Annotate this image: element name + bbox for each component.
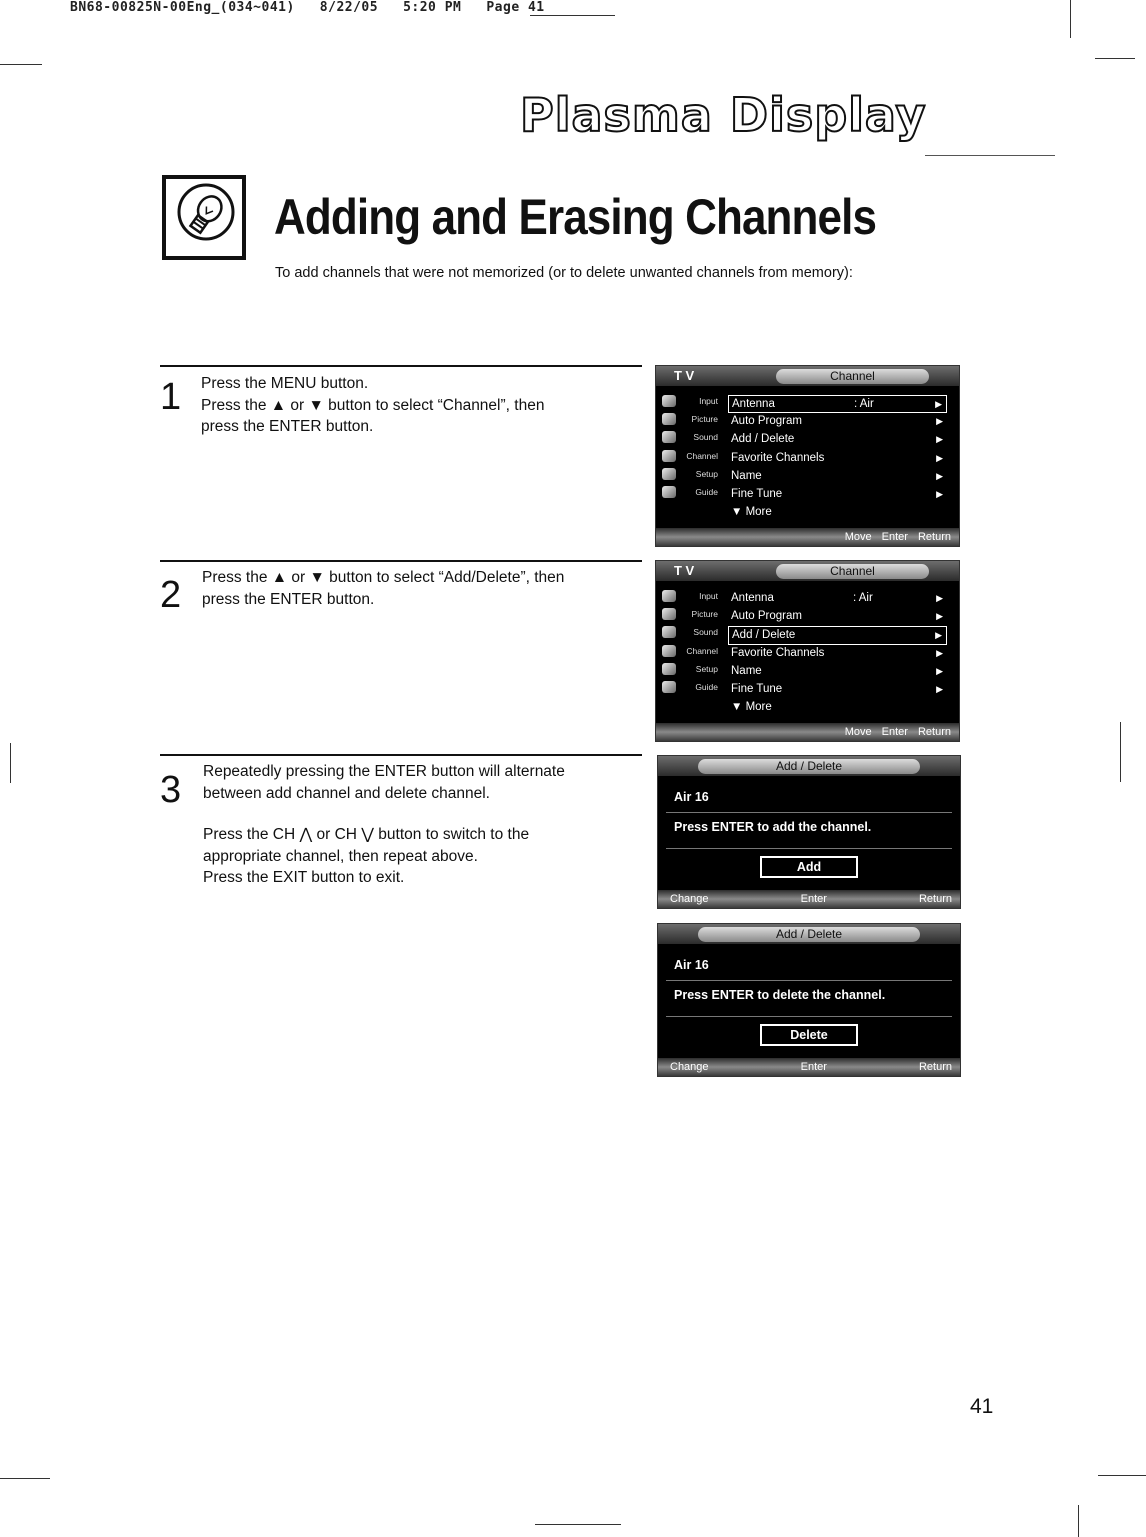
step-number: 3 [160,769,182,811]
menu-item-antenna[interactable]: Antenna : Air ▶ [728,395,947,413]
sidebar-item-input[interactable]: Input [658,392,722,410]
step-line: Press the ▲ or ▼ button to select “Add/Delete”, then [202,569,565,586]
osd-footer [656,528,959,546]
menu-item-name[interactable]: Name ▶ [728,663,947,681]
osd-title-bar [656,366,959,386]
menu-item-add-delete[interactable]: Add / Delete ▶ [728,626,947,644]
crop-mark [0,64,42,65]
arrow-right-icon: ▶ [936,611,943,622]
channel-menu-screen [655,365,960,547]
sidebar-item-channel[interactable]: Channel [658,642,722,660]
menu-item-antenna[interactable]: Antenna : Air ▶ [728,590,947,608]
arrow-right-icon: ▶ [936,683,943,694]
add-button[interactable]: Add [760,856,858,878]
sidebar-item-setup[interactable]: Setup [658,465,722,483]
arrow-right-icon: ▶ [936,416,943,427]
step-line: appropriate channel, then repeat above. [203,847,478,865]
step-number: 2 [160,574,182,616]
step-line: Repeatedly pressing the ENTER button will alternate [203,763,565,780]
arrow-right-icon: ▶ [936,665,943,676]
page-number: 41 [970,1395,994,1418]
arrow-right-icon: ▶ [936,593,943,603]
sidebar-item-guide[interactable]: Guide [658,483,722,501]
arrow-right-icon: ▶ [936,647,943,658]
osd-menu-list [728,590,947,717]
add-delete-dialog [657,755,961,909]
osd-menu-header: Channel [776,369,929,384]
input-icon [662,395,676,407]
page-title: Adding and Erasing Channels [274,189,877,245]
arrow-right-icon: ▶ [936,488,943,499]
input-icon [662,590,676,602]
step-divider [160,560,642,562]
footer-return: Return [918,893,952,905]
arrow-right-icon: ▶ [935,630,942,641]
crop-mark [1070,0,1071,38]
setup-icon [662,468,676,480]
osd-footer [656,723,959,741]
footer-change: Change [670,1061,709,1073]
osd-footer [658,1058,960,1076]
channel-label: Air 16 [674,958,709,972]
guide-icon [662,681,676,693]
lightbulb-icon [162,175,246,260]
footer-enter: Enter [881,531,908,543]
arrow-right-icon: ▶ [936,434,943,445]
menu-item-auto-program[interactable]: Auto Program ▶ [728,413,947,431]
channel-label: Air 16 [674,790,709,804]
menu-item-more[interactable]: ▼ More [731,701,772,714]
channel-icon [662,450,676,462]
osd-title-bar [658,756,960,776]
osd-title-bar [658,924,960,944]
divider [666,1016,952,1017]
footer-return: Return [917,531,951,543]
crop-mark [0,1478,50,1479]
footer-return: Return [917,726,951,738]
osd-mode-label: T V [674,563,695,578]
print-header: BN68-00825N-00Eng_(034~041) 8/22/05 5:20 PM Page 41 [70,0,545,15]
divider [666,812,952,813]
picture-icon [662,608,676,620]
step-number: 1 [160,376,182,418]
arrow-right-icon: ▶ [935,399,942,409]
footer-move: Move [844,726,872,738]
arrow-right-icon: ▶ [936,452,943,463]
channel-icon [662,645,676,657]
sidebar-item-guide[interactable]: Guide [658,678,722,696]
footer-enter: Enter [881,726,908,738]
sidebar-item-input[interactable]: Input [658,587,722,605]
setup-icon [662,663,676,675]
delete-button[interactable]: Delete [760,1024,858,1046]
step-instructions [203,761,633,889]
sound-icon [662,431,676,443]
sidebar-item-sound[interactable]: Sound [658,428,722,446]
step-line: Press the ▲ or ▼ button to select “Channel”, then [201,396,545,414]
menu-item-favorite-channels[interactable]: Favorite Channels ▶ [728,645,947,663]
brand-divider [925,155,1055,156]
osd-menu-header: Channel [776,564,929,579]
dialog-message: Press ENTER to delete the channel. [674,988,886,1002]
crop-mark [535,1524,621,1525]
dialog-message: Press ENTER to add the channel. [674,820,872,834]
sound-icon [662,626,676,638]
crop-mark [1098,1475,1146,1476]
osd-menu-list [728,395,947,522]
guide-icon [662,486,676,498]
crop-mark [10,743,11,783]
menu-item-fine-tune[interactable]: Fine Tune ▶ [728,486,947,504]
footer-enter: Enter [800,893,827,905]
divider [666,980,952,981]
osd-sidebar [658,392,722,501]
dialog-header: Add / Delete [698,927,920,942]
osd-sidebar [658,587,722,696]
step-divider [160,754,642,756]
step-divider [160,365,642,367]
step-line: Press the EXIT button to exit. [203,869,405,886]
sidebar-item-setup[interactable]: Setup [658,660,722,678]
step-line: Press the MENU button. [201,375,369,392]
step-line: between add channel and delete channel. [203,784,490,802]
menu-item-fine-tune[interactable]: Fine Tune ▶ [728,681,947,699]
divider [666,848,952,849]
osd-mode-label: T V [674,368,695,383]
sidebar-item-channel[interactable]: Channel [658,447,722,465]
footer-move: Move [844,531,872,543]
menu-item-auto-program[interactable]: Auto Program ▶ [728,608,947,626]
step-instructions [202,567,632,610]
step-line: Press the CH ⋀ or CH ⋁ button to switch to the [203,826,530,843]
sidebar-item-sound[interactable]: Sound [658,623,722,641]
footer-change: Change [670,893,709,905]
footer-enter: Enter [800,1061,827,1073]
arrow-right-icon: ▶ [936,470,943,481]
dialog-header: Add / Delete [698,759,920,774]
brand-title: Plasma Display [520,88,927,142]
osd-footer [658,890,960,908]
channel-menu-screen [655,560,960,742]
menu-item-favorite-channels[interactable]: Favorite Channels ▶ [728,450,947,468]
crop-mark [1078,1505,1079,1537]
crop-mark [1120,722,1121,782]
step-instructions [201,373,631,438]
menu-item-name[interactable]: Name ▶ [728,468,947,486]
sidebar-item-picture[interactable]: Picture [658,605,722,623]
crop-mark [530,15,615,16]
page-subtitle: To add channels that were not memorized (or to delete unwanted channels from memory): [275,265,853,281]
osd-title-bar [656,561,959,581]
step-line: press the ENTER button. [202,590,375,608]
picture-icon [662,413,676,425]
footer-return: Return [918,1061,952,1073]
step-line: press the ENTER button. [201,418,374,435]
sidebar-item-picture[interactable]: Picture [658,410,722,428]
add-delete-dialog [657,923,961,1077]
menu-item-more[interactable]: ▼ More [731,506,772,519]
crop-mark [1095,58,1135,59]
menu-item-add-delete[interactable]: Add / Delete ▶ [728,431,947,449]
